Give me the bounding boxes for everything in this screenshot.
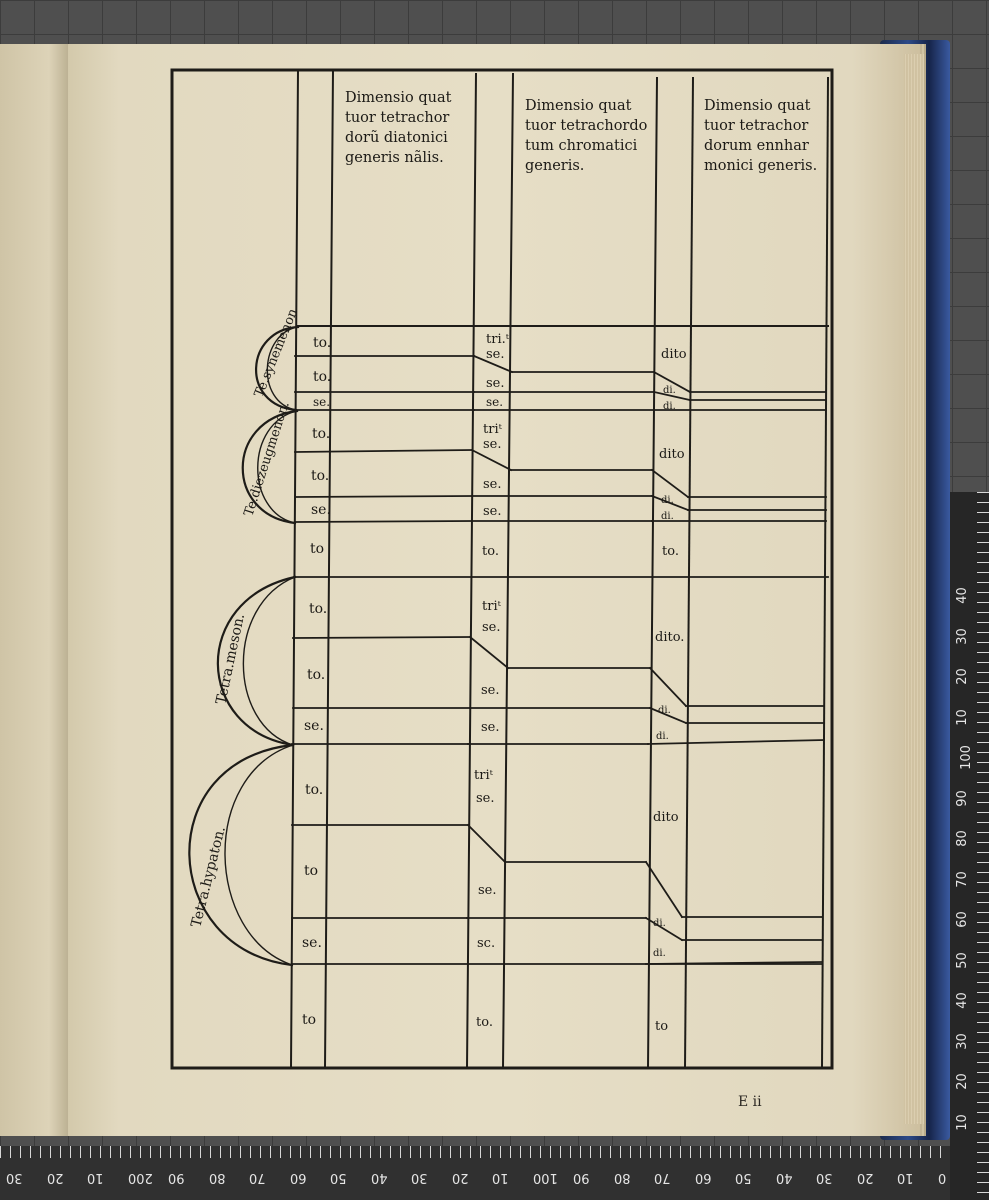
chromatic-label: se. bbox=[483, 477, 502, 492]
ruler-number: 20 bbox=[856, 1170, 874, 1185]
chromatic-label: to. bbox=[482, 544, 499, 559]
enharmonic-label: di. bbox=[663, 385, 676, 396]
enharmonic-label: di. bbox=[661, 495, 674, 506]
enharmonic-label: di. bbox=[656, 731, 669, 742]
chromatic-label: to. bbox=[476, 1015, 493, 1030]
ruler-number: 20 bbox=[451, 1170, 469, 1185]
ruler-number: 10 bbox=[897, 1170, 914, 1185]
ruler-number: 30 bbox=[954, 1032, 970, 1050]
chromatic-label: se. bbox=[486, 347, 505, 362]
header-line: dorũ diatonici bbox=[345, 130, 448, 146]
header-diatonic bbox=[345, 88, 451, 168]
ruler-number: 10 bbox=[492, 1170, 509, 1185]
ruler-number: 30 bbox=[411, 1170, 428, 1185]
ruler-number: 50 bbox=[954, 951, 970, 969]
ruler-number: 50 bbox=[735, 1170, 752, 1185]
enharmonic-label: dito. bbox=[655, 630, 685, 645]
ruler-number: 70 bbox=[654, 1170, 671, 1185]
header-line: monici generis. bbox=[704, 158, 818, 174]
enharmonic-label: dito bbox=[659, 447, 685, 462]
enharmonic-label: di. bbox=[661, 511, 674, 522]
chromatic-label: se. bbox=[481, 720, 500, 735]
diatonic-label: se. bbox=[302, 935, 322, 951]
enharmonic-label: di. bbox=[653, 948, 666, 959]
header-chromatic bbox=[525, 96, 647, 176]
ruler-number: 100 bbox=[532, 1170, 558, 1185]
ruler-number: 200 bbox=[127, 1170, 153, 1185]
diatonic-label: to bbox=[310, 541, 325, 557]
enharmonic-label: di. bbox=[658, 705, 671, 716]
ruler-number: 10 bbox=[954, 1113, 970, 1131]
ruler-number: 40 bbox=[775, 1170, 793, 1185]
diatonic-label: se. bbox=[304, 718, 324, 734]
diatonic-label: to bbox=[304, 863, 319, 879]
ruler-number: 40 bbox=[954, 587, 970, 604]
header-line: generis nãlis. bbox=[345, 150, 444, 166]
diatonic-label: to. bbox=[313, 369, 332, 385]
ruler-number: 0 bbox=[937, 1170, 946, 1185]
ruler-number: 50 bbox=[330, 1170, 347, 1185]
ruler-number: 40 bbox=[954, 992, 970, 1009]
header-line: Dimensio quat bbox=[525, 98, 632, 114]
arc-label-synemmenon: Te.synemenon bbox=[251, 306, 301, 400]
chromatic-label: se. bbox=[486, 376, 505, 391]
arc-label-hypaton: Tetra.hypaton. bbox=[188, 824, 229, 929]
header-line: Dimensio quat bbox=[704, 98, 811, 114]
ruler-number: 90 bbox=[573, 1170, 590, 1185]
ruler-number: 100 bbox=[958, 745, 974, 770]
chromatic-label: sc. bbox=[477, 936, 496, 951]
chromatic-label: se. bbox=[483, 504, 502, 519]
header-line: dorum ennhar bbox=[704, 138, 809, 154]
chromatic-label: triᵗ bbox=[474, 768, 493, 783]
diatonic-divisions bbox=[292, 356, 828, 964]
diatonic-label: to. bbox=[307, 667, 326, 683]
header-line: tuor tetrachor bbox=[345, 110, 450, 126]
ruler-number: 30 bbox=[816, 1170, 833, 1185]
enharmonic-label: to bbox=[655, 1019, 669, 1034]
ruler-number: 80 bbox=[954, 830, 970, 847]
chromatic-label: triᵗ bbox=[482, 599, 501, 614]
chromatic-label: se. bbox=[481, 683, 500, 698]
ruler-number: 30 bbox=[6, 1170, 23, 1185]
chromatic-label: se. bbox=[483, 437, 502, 452]
page-signature: E ii bbox=[738, 1094, 762, 1110]
enharmonic-labels bbox=[653, 347, 687, 1034]
ruler-number: 10 bbox=[954, 708, 970, 726]
enharmonic-label: dito bbox=[653, 810, 679, 825]
ruler-number: 30 bbox=[954, 627, 970, 645]
ruler-number: 70 bbox=[249, 1170, 266, 1185]
header-line: tum chromatici bbox=[525, 138, 638, 154]
diatonic-label: to bbox=[302, 1012, 317, 1028]
enharmonic-label: to. bbox=[662, 544, 679, 559]
col-line-6 bbox=[685, 78, 693, 1068]
ruler-number: 60 bbox=[289, 1170, 307, 1185]
chromatic-label: se. bbox=[482, 620, 501, 635]
header-line: generis. bbox=[525, 158, 585, 174]
header-line: Dimensio quat bbox=[345, 90, 452, 106]
ruler-number: 60 bbox=[694, 1170, 712, 1185]
diatonic-label: to. bbox=[311, 468, 330, 484]
enharmonic-label: di. bbox=[663, 401, 676, 412]
ruler-number: 70 bbox=[954, 870, 970, 888]
ruler-number: 20 bbox=[46, 1170, 64, 1185]
ruler-number: 90 bbox=[954, 789, 970, 807]
chromatic-label: se. bbox=[486, 395, 504, 409]
ruler-number: 20 bbox=[954, 1073, 970, 1090]
enharmonic-label: dito bbox=[661, 347, 687, 362]
diatonic-label: to. bbox=[313, 335, 332, 351]
header-line: tuor tetrachor bbox=[704, 118, 809, 134]
chromatic-label: triᵗ bbox=[483, 422, 502, 437]
ruler-number: 90 bbox=[168, 1170, 185, 1185]
ruler-number: 80 bbox=[208, 1170, 226, 1185]
diatonic-label: to. bbox=[305, 782, 324, 798]
arc-label-diezeugmenon: Te.diezeugmenon. bbox=[241, 399, 293, 519]
diatonic-label: se. bbox=[313, 395, 331, 409]
diatonic-label: to. bbox=[312, 426, 331, 442]
chromatic-label: se. bbox=[478, 883, 497, 898]
ruler-number: 80 bbox=[613, 1170, 631, 1185]
header-line: tuor tetrachordo bbox=[525, 118, 648, 134]
col-line-7 bbox=[822, 78, 828, 1068]
header-enharmonic bbox=[704, 96, 817, 176]
ruler-number: 60 bbox=[954, 911, 970, 928]
chromatic-label: tri.ᵗ bbox=[486, 332, 509, 347]
diatonic-label: to. bbox=[309, 601, 328, 617]
ruler-number: 40 bbox=[370, 1170, 388, 1185]
ruler-number: 20 bbox=[954, 668, 970, 685]
ruler-number: 10 bbox=[87, 1170, 104, 1185]
chromatic-label: se. bbox=[476, 791, 495, 806]
diatonic-label: se. bbox=[311, 502, 331, 518]
arc-label-meson: Tetra.meson. bbox=[213, 612, 249, 706]
enharmonic-label: di. bbox=[653, 918, 666, 929]
